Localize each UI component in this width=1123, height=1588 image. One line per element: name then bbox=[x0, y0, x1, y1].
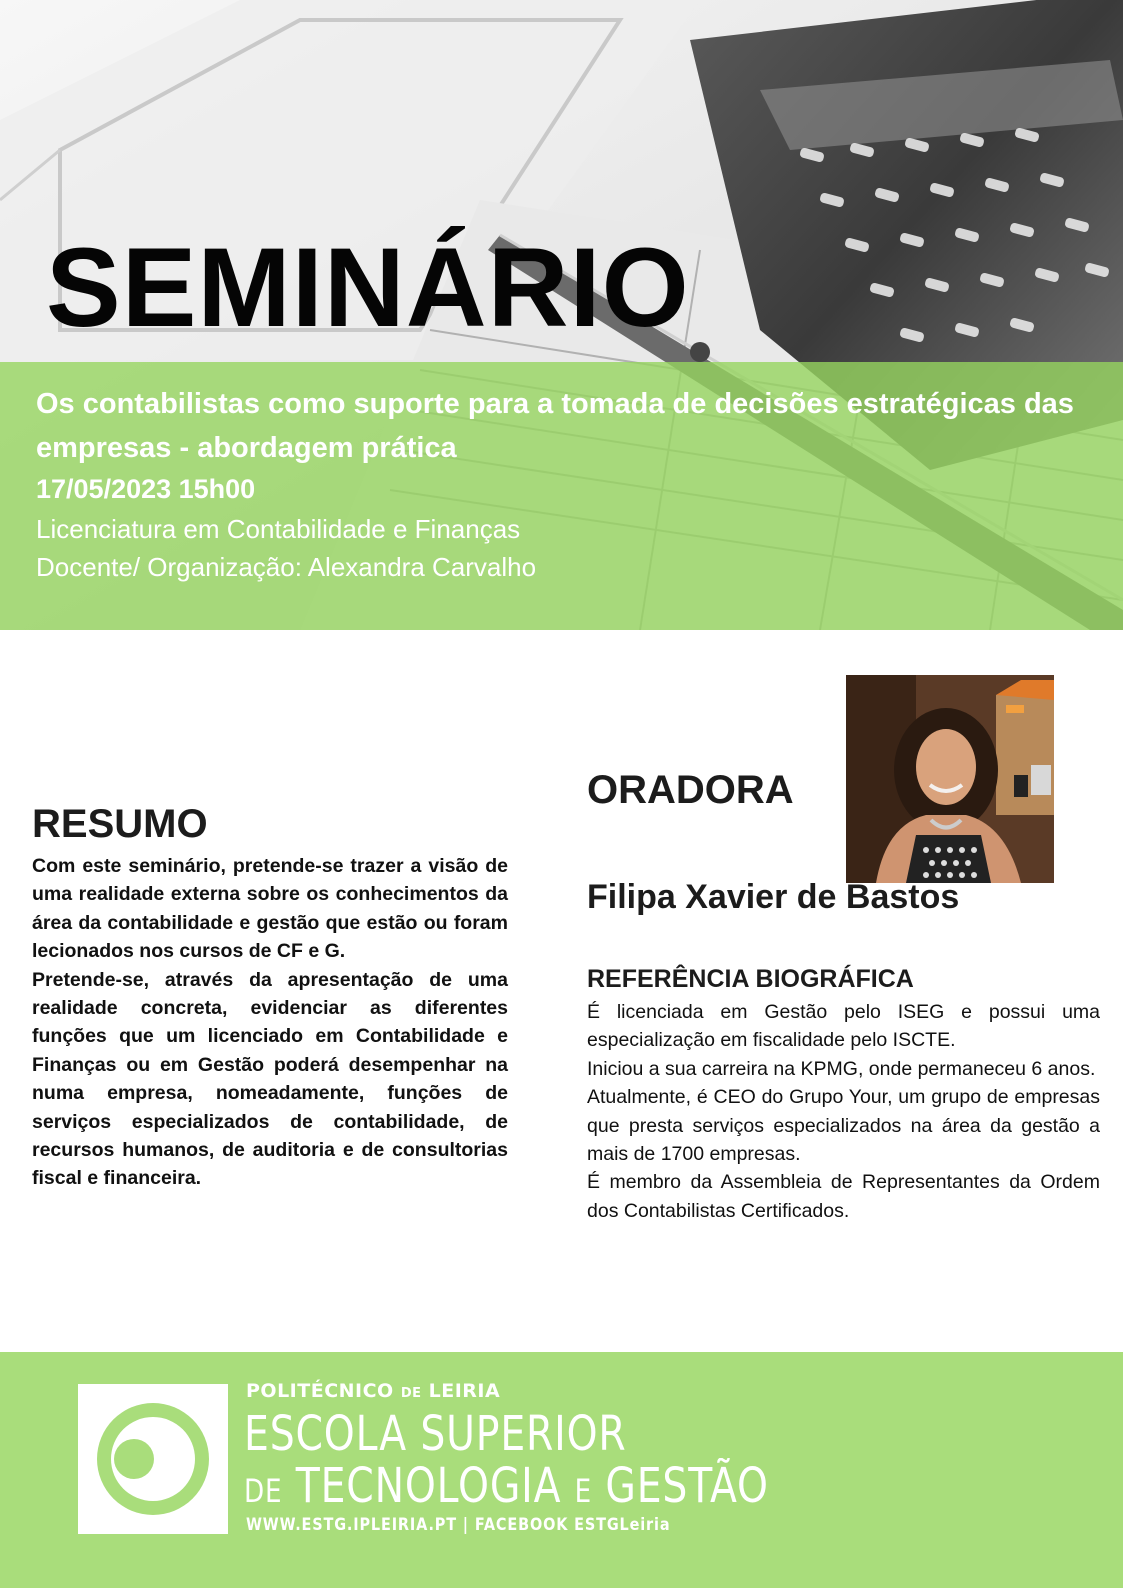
estg-logo-icon bbox=[78, 1384, 228, 1534]
resumo-paragraph: Pretende-se, através da apresentação de uma realidade concreta, evidenciar as diferentes funções que um licenciado em Contabilidade e Finanças ou em Gestão poderá desempenhar na numa empresa, nomeadamente, funções de serviços especializados de contabilidade, de recursos humanos, de auditoria e de consultorias fiscal e financeira. bbox=[32, 968, 508, 1190]
resumo-body bbox=[32, 852, 508, 1193]
seminar-subtitle: Os contabilistas como suporte para a tomada de decisões estratégicas das empresas - abordagem prática bbox=[36, 388, 1074, 464]
resumo-paragraph: Com este seminário, pretende-se trazer a visão de uma realidade externa sobre os conhecimentos da área da contabilidade e gestão que estão ou foram lecionados nos cursos de CF e G. bbox=[32, 855, 508, 963]
school-name-line2: DE TECNOLOGIA E GESTÃO bbox=[244, 1458, 769, 1514]
website-link[interactable]: WWW.ESTG.IPLEIRIA.PT | FACEBOOK ESTGLeiria bbox=[246, 1515, 671, 1535]
page-title: SEMINÁRIO bbox=[46, 225, 690, 350]
bio-paragraph: Atualmente, é CEO do Grupo Your, um grupo de empresas que presta serviços especializados na área da gestão a mais de 1700 empresas. bbox=[587, 1086, 1100, 1166]
bio-paragraph: Iniciou a sua carreira na KPMG, onde permaneceu 6 anos. bbox=[587, 1057, 1096, 1080]
school-name-line1: ESCOLA SUPERIOR bbox=[244, 1406, 627, 1462]
estg-logo bbox=[78, 1384, 228, 1534]
course-name: Licenciatura em Contabilidade e Finanças bbox=[36, 514, 521, 544]
bio-paragraph: É licenciada em Gestão pelo ISEG e possui uma especialização em fiscalidade pelo ISCTE. bbox=[587, 1001, 1100, 1052]
resumo-heading: RESUMO bbox=[32, 802, 208, 846]
institution-name: POLITÉCNICO DE LEIRIA bbox=[246, 1380, 501, 1402]
seminar-datetime: 17/05/2023 15h00 bbox=[36, 474, 256, 504]
bio-paragraph: É membro da Assembleia de Representantes da Ordem dos Contabilistas Certificados. bbox=[587, 1171, 1100, 1222]
speaker-heading: ORADORA bbox=[587, 768, 794, 812]
bio-heading: REFERÊNCIA BIOGRÁFICA bbox=[587, 965, 914, 993]
header-banner bbox=[0, 0, 1123, 630]
speaker-name: Filipa Xavier de Bastos bbox=[587, 878, 960, 916]
bio-body bbox=[587, 998, 1100, 1225]
organizer: Docente/ Organização: Alexandra Carvalho bbox=[36, 552, 537, 582]
speaker-photo bbox=[846, 675, 1054, 883]
